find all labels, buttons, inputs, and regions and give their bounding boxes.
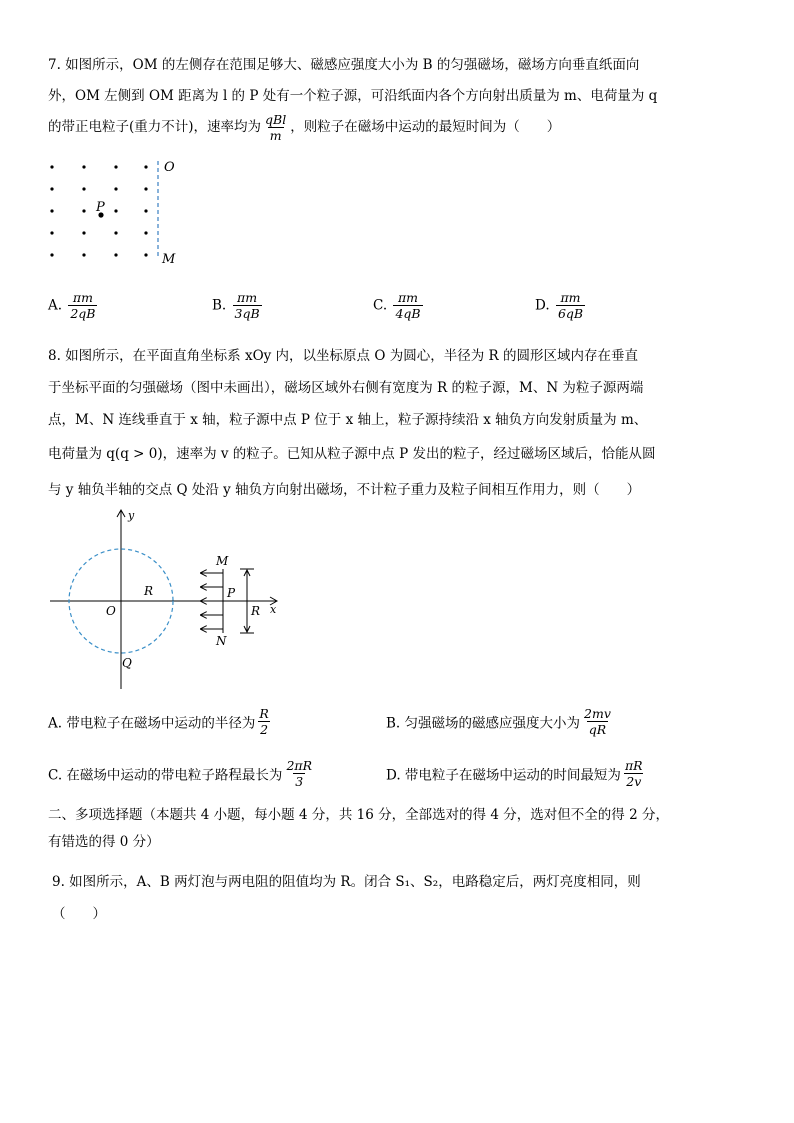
q7-label-o: O <box>164 160 175 175</box>
q8-label-y: y <box>128 509 135 522</box>
q7-option-b-num: πm <box>237 290 258 305</box>
q8-label-r: R <box>144 584 154 598</box>
q8-figure <box>44 505 294 695</box>
q8-option-b-fraction <box>582 706 613 737</box>
q7-option-a-den: 2qB <box>70 306 96 321</box>
section-2-heading-line-1: 二、多项选择题（本题共 4 小题，每小题 4 分，共 16 分，全部选对的得 4 分，选对但不全的得 2 分， <box>48 807 669 823</box>
q8-option-b-num: 2mv <box>584 706 611 721</box>
q8-option-a-fraction <box>257 706 270 737</box>
q8-option-a-text: A. 带电粒子在磁场中运动的半径为 <box>48 715 256 732</box>
q8-label-x: x <box>270 603 277 616</box>
q7-option-d-den: 6qB <box>557 306 584 321</box>
q8-option-b-den: qR <box>588 722 607 737</box>
q7-option-d-num: πm <box>560 290 581 305</box>
q7-option-a-num: πm <box>72 290 93 305</box>
section-2-heading-line-2: 有错选的得 0 分） <box>48 834 160 850</box>
q8-option-a-num: R <box>259 706 269 721</box>
q7-line-3-pre: 的带正电粒子(重力不计)，速率均为 <box>48 119 262 135</box>
q7-option-d[interactable] <box>535 290 587 321</box>
q7-option-b-label: B. <box>212 297 227 314</box>
q8-option-d-num: πR <box>624 758 643 773</box>
q7-option-a-fraction <box>68 290 97 321</box>
q7-line-2: 外，OM 左侧到 OM 距离为 l 的 P 处有一个粒子源，可沿纸面内各个方向射出质量为 m、电荷量为 q <box>48 88 658 104</box>
q7-option-d-label: D. <box>535 297 550 314</box>
q8-option-a[interactable] <box>48 706 273 737</box>
q8-option-d-den: 2v <box>626 774 642 789</box>
q7-option-a[interactable] <box>48 290 99 321</box>
q8-label-width-r: R <box>251 604 261 618</box>
q8-label-n: N <box>216 634 227 648</box>
q8-option-c-num: 2πR <box>286 758 313 773</box>
q7-option-d-fraction <box>556 290 585 321</box>
q8-option-c[interactable] <box>48 758 316 789</box>
q7-option-b-den: 3qB <box>234 306 260 321</box>
q8-label-p: P <box>227 586 236 600</box>
q8-label-o: O <box>106 604 116 618</box>
q8-option-b[interactable] <box>386 706 615 737</box>
q8-label-q: Q <box>122 656 132 670</box>
q8-line-5: 与 y 轴负半轴的交点 Q 处沿 y 轴负方向射出磁场，不计粒子重力及粒子间相互作用力，则（ ） <box>48 482 641 498</box>
q8-option-d-fraction <box>623 758 645 789</box>
q7-option-a-label: A. <box>48 297 63 314</box>
q7-line-3-post: ，则粒子在磁场中运动的最短时间为（ ） <box>290 119 561 135</box>
q7-option-c-label: C. <box>373 297 388 314</box>
q7-option-b[interactable] <box>212 290 264 321</box>
q7-label-m: M <box>162 252 176 267</box>
q7-speed-fraction <box>263 112 288 143</box>
q7-option-c[interactable] <box>373 290 425 321</box>
q8-label-m: M <box>216 554 229 568</box>
q7-label-p: P <box>96 200 105 215</box>
q8-option-c-text: C. 在磁场中运动的带电粒子路程最长为 <box>48 767 283 784</box>
q7-line-1: 7. 如图所示，OM 的左侧存在范围足够大、磁感应强度大小为 B 的匀强磁场，磁场方向垂直纸面向 <box>48 57 640 73</box>
q8-option-a-den: 2 <box>260 722 269 737</box>
q8-line-4: 电荷量为 q(q > 0)，速率为 v 的粒子。已知从粒子源中点 P 发出的粒子，经过磁场区域后，恰能从圆 <box>48 446 656 462</box>
q8-line-2: 于坐标平面的匀强磁场（图中未画出），磁场区域外右侧有宽度为 R 的粒子源，M、N 为粒子源两端 <box>48 380 644 396</box>
q7-option-c-num: πm <box>397 290 419 305</box>
q8-line-3: 点，M、N 连线垂直于 x 轴，粒子源中点 P 位于 x 轴上，粒子源持续沿 x 轴负方向发射质量为 m、 <box>48 412 648 428</box>
q7-option-c-fraction <box>393 290 422 321</box>
q8-option-d[interactable] <box>386 758 647 789</box>
q7-line-3 <box>48 112 560 143</box>
q7-figure <box>40 155 200 270</box>
q8-option-b-text: B. 匀强磁场的磁感应强度大小为 <box>386 715 581 732</box>
q8-line-1: 8. 如图所示，在平面直角坐标系 xOy 内，以坐标原点 O 为圆心，半径为 R 的圆形区域内存在垂直 <box>48 348 638 364</box>
q9-line-1: 9. 如图所示，A、B 两灯泡与两电阻的阻值均为 R。闭合 S₁、S₂，电路稳定后，两灯亮度相同，则 <box>52 874 641 890</box>
q8-option-c-den: 3 <box>295 774 304 789</box>
q7-speed-den: m <box>269 128 282 143</box>
q9-line-2: （ ） <box>52 906 106 922</box>
q8-option-c-fraction <box>284 758 314 789</box>
q7-option-c-den: 4qB <box>395 306 421 321</box>
q7-option-b-fraction <box>233 290 262 321</box>
q8-option-d-text: D. 带电粒子在磁场中运动的时间最短为 <box>386 767 621 784</box>
q7-speed-num: qBl <box>265 112 287 127</box>
